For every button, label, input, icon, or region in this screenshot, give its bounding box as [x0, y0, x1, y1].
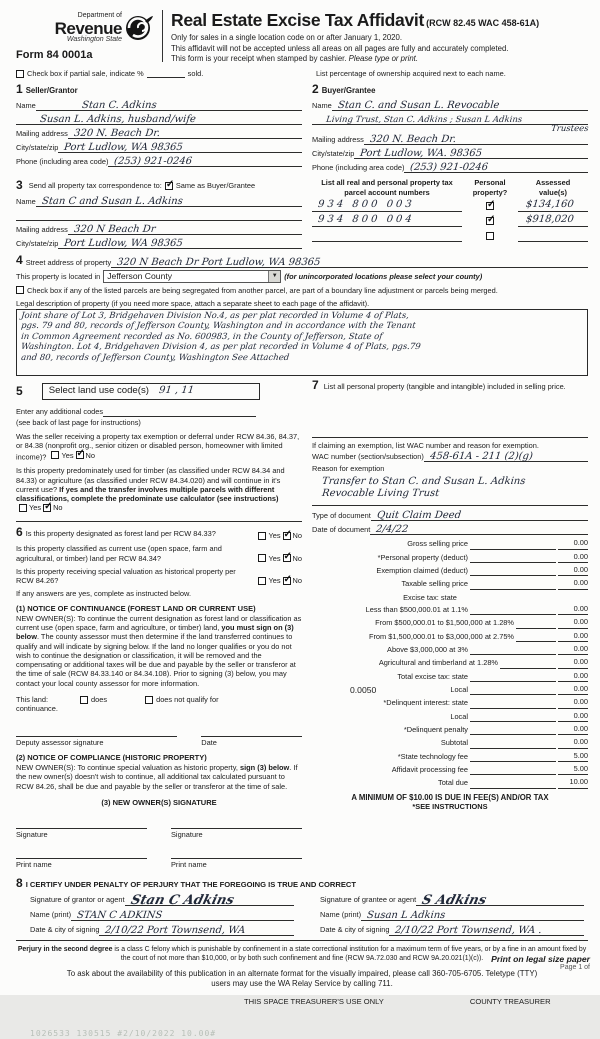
doc-type-value: Quit Claim Deed: [376, 510, 462, 522]
partial-sale-percent-field[interactable]: [147, 70, 185, 78]
header-divider: [162, 10, 163, 62]
notice-continuance-body: NEW OWNER(S): To continue the current designation as forest land or classification as current use (open space, farm and agriculture, or timber) land, you must sign on (3) below. The county assessor must then determine if the land transferred continues to qualify and will indicate by signing below. If the land no longer qualifies or you do not wish to continue the designation or classification, it will be removed and the compensating or additional taxes will be due and payable by the seller or transferor at the time of sale (RCW 84.33.140 or 84.34.108). Prior to signing (3) below, you may contact your local county assessor for more information.: [16, 613, 302, 688]
county-note: (for unincorporated locations please select your county): [284, 272, 483, 282]
forest-yes-checkbox[interactable]: [258, 532, 266, 540]
street-address-field[interactable]: [111, 257, 588, 268]
parcel-value-field[interactable]: $134,160: [518, 200, 588, 212]
partial-sale-sold-label: sold.: [187, 69, 204, 79]
grantor-date-field[interactable]: [99, 925, 294, 936]
tier2-value: 0.00: [558, 617, 588, 628]
total-due-label: Total due: [438, 778, 468, 788]
personal-deduct-value: 0.00: [558, 552, 588, 563]
designation-section: 6 Is this property designated as forest land per RCW 84.33? Yes ✓ No Is this property classified as current use (open space, farm and agricultural, or timber) land per RCW 84.34? Yes ✓ No Is this property receiving special valuation as historical property per RCW 84.26? Yes ✓ No If any answers are yes, complete as instructed below. (1) NOTICE OF CONTINUANCE (FOREST LAND OR CURRENT USE) NEW OWNER(S): To continue the current designation as forest land or classification as current use (open space, farm and agriculture, or timber) land, you must sign on (3) below. The county assessor must then determine if the land transferred continues to qualify and will indicate by signing below. If the land no longer qualifies or you do not wish to continue the designation or classification, it will be removed and the compensating or additional taxes will be due and payable by the seller or transferor at the time of sale (RCW 84.33.140 or 84.34.108). Prior to signing (3) below, you may contact your local county assessor for more information. This land: does does not qualify for continuance. Deputy assessor signature Date (2) NOTICE OF COMPLIANCE (HISTORIC PROPERTY) NEW OWNER(S): To continue special valuation as historic property, sign (3) below. If the new owner(s) doesn't wish to continue, all additional tax calculated pursuant to RCW 84.26, shall be due and payable by the seller or transferor at the time of sale. (3) NEW OWNER(S) SIGNATURE Signature Signature Print name Print name: [16, 521, 302, 869]
seller-phone-label: Phone (including area code): [16, 157, 109, 167]
doc-date-label: Date of document: [312, 525, 371, 535]
grantee-name-value: Susan L Adkins: [366, 909, 446, 921]
parcel-col-numbers: List all real and personal property tax parcel account numbers: [321, 178, 453, 197]
same-as-buyer-checkbox[interactable]: ✓: [165, 178, 175, 190]
perjury-notice: Perjury in the second degree is a class C felony which is punishable by confinement in a state correctional institution for a maximum term of five years, or by a fine in an amount fixed by the court of not more than $10,000, or by both such confinement and fine (RCW 9A.72.030 and RCW 9A.20.021(1)(c)).: [17, 945, 587, 962]
grantee-date-value: 2/10/22 Port Townsend, WA .: [394, 924, 543, 936]
grantor-name-field[interactable]: [71, 910, 294, 921]
agricultural-value: 0.00: [558, 657, 588, 668]
grantor-date-value: 2/10/22 Port Townsend, WA: [104, 924, 247, 936]
gross-price-value: 0.00: [558, 538, 588, 549]
owner-print-name-label-2: Print name: [171, 860, 207, 870]
land-use-select-label: Select land use code(s): [48, 385, 149, 397]
seller-name-field[interactable]: [36, 100, 302, 111]
forest-no-checkbox[interactable]: ✓: [283, 528, 292, 540]
deputy-date-label: Date: [201, 738, 217, 748]
parcel-row-1: [312, 200, 588, 212]
processing-fee-value: 5.00: [558, 764, 588, 775]
buyer-name2-value: Living Trust, Stan C. Adkins ; Susan L Adkins: [325, 115, 523, 126]
county-dropdown[interactable]: [103, 270, 281, 283]
total-excise-state-label: Total excise tax: state: [397, 671, 468, 681]
corr-city-field[interactable]: [58, 238, 302, 249]
parcel-row-3: [312, 230, 588, 242]
buyer-grantee-section: [302, 82, 588, 173]
parcel-number-field[interactable]: 934 800 003: [312, 200, 462, 212]
does-checkbox[interactable]: [80, 696, 88, 704]
seller-heading: Seller/Grantor: [25, 86, 78, 96]
owner-signature-label-2: Signature: [171, 830, 203, 840]
minimum-due-note: A MINIMUM OF $10.00 IS DUE IN FEE(S) AND/OR TAX: [351, 792, 549, 802]
gross-price-label: Gross selling price: [407, 539, 468, 549]
wac-number-field[interactable]: [424, 451, 588, 462]
dor-swirl-logo-icon: [124, 12, 154, 44]
segregated-checkbox[interactable]: [16, 286, 24, 294]
local2-label: Local: [450, 711, 468, 721]
alternate-format-notice: To ask about the availability of this publication in an alternate format for the visually impaired, please call 360-705-6705. Teletype (TTY) users may use the WA Relay Service by calling 711.: [66, 968, 538, 988]
parcel-col-personal: Personal property?: [472, 178, 508, 197]
tier3-label: From $1,500,000.01 to $3,000,000 at 2.75%: [368, 631, 514, 641]
grantor-date-label: Date & city of signing: [30, 925, 100, 935]
exemption-yes-checkbox[interactable]: [51, 451, 59, 459]
additional-codes-label: Enter any additional codes: [16, 406, 104, 416]
current-use-yes-checkbox[interactable]: [258, 554, 266, 562]
corr-mailing-value: 320 N Beach Dr: [73, 224, 156, 236]
corr-name-value: Stan C and Susan L. Adkins: [41, 196, 184, 208]
section-5-number: 5: [16, 383, 23, 398]
tier1-value: 0.00: [558, 604, 588, 615]
section-1-number: 1: [16, 82, 23, 97]
additional-codes-note: (see back of last page for instructions): [16, 417, 141, 427]
grantee-name-label: Name (print): [320, 910, 362, 920]
divider-line: [16, 940, 588, 941]
taxable-price-label: Taxable selling price: [401, 579, 468, 589]
street-address-value: 320 N Beach Dr Port Ludlow, WA 98365: [116, 257, 322, 269]
tier3-value: 0.00: [558, 631, 588, 642]
notice-compliance-title: (2) NOTICE OF COMPLIANCE (HISTORIC PROPERTY): [16, 752, 207, 762]
owner-signature-label-1: Signature: [16, 830, 48, 840]
legal-line-1: Joint share of Lot 3, Bridgehaven Division No.4, as per plat recorded in Volume 4 of Plats,: [20, 310, 410, 321]
divider-line: [312, 505, 588, 506]
seller-mailing-label: Mailing address: [16, 129, 68, 139]
exemption-deferral-question: Was the seller receiving a property tax exemption or deferral under RCW 84.36, 84.37, or 84.38 (nonprofit org., senior citizen or disabled person, homeowner with limited income)? Yes ✓ No: [16, 432, 300, 462]
doc-type-field[interactable]: [371, 510, 588, 521]
processing-fee-label: Affidavit processing fee: [391, 765, 468, 775]
buyer-phone-field[interactable]: [404, 162, 588, 173]
corr-city-value: Port Ludlow, WA 98365: [63, 238, 184, 250]
buyer-city-label: City/state/zip: [312, 149, 355, 159]
current-use-no-checkbox[interactable]: ✓: [283, 551, 292, 563]
section-3-number: 3: [16, 178, 23, 193]
form-title: Real Estate Excise Tax Affidavit: [171, 10, 425, 30]
exemption-note: If claiming an exemption, list WAC number and reason for exemption.: [312, 440, 539, 450]
grantee-signature: S Adkins: [420, 892, 488, 908]
buyer-phone-label: Phone (including area code): [312, 163, 405, 173]
seller-name2-field[interactable]: [16, 114, 302, 125]
form-header: [16, 8, 588, 64]
header-note-1: Only for sales in a single location code on or after January 1, 2020.: [171, 32, 403, 42]
deputy-assessor-signature-field[interactable]: [16, 725, 177, 737]
owner-print-name-field-1[interactable]: [16, 847, 147, 859]
doc-type-label: Type of document: [312, 511, 371, 521]
grantor-signature: Stan C Adkins: [128, 892, 236, 908]
grantee-date-field[interactable]: [389, 925, 584, 936]
county-treasurer-label: COUNTY TREASURER: [469, 997, 551, 1007]
section-8-number: 8: [16, 875, 23, 890]
seller-mailing-field[interactable]: [68, 128, 302, 139]
total-excise-state-value: 0.00: [558, 671, 588, 682]
corr-city-label: City/state/zip: [16, 239, 59, 249]
grantor-sig-label: Signature of grantor or agent: [30, 895, 125, 905]
buyer-heading: Buyer/Grantee: [321, 86, 376, 96]
seller-city-value: Port Ludlow, WA 98365: [63, 142, 184, 154]
deputy-date-field[interactable]: [201, 725, 302, 737]
seller-city-label: City/state/zip: [16, 143, 59, 153]
located-in-label: This property is located in: [16, 272, 101, 282]
header-note-2: This affidavit will not be accepted unless all areas on all pages are fully and accurately completed.: [171, 43, 509, 53]
legal-description-label: Legal description of property (if you need more space, attach a separate sheet to each page of the affidavit).: [16, 298, 370, 308]
dropdown-arrow-icon[interactable]: ▼: [268, 271, 280, 282]
ownership-percentage-note: List percentage of ownership acquired next to each name.: [316, 69, 506, 79]
seller-mailing-value: 320 N. Beach Dr.: [73, 128, 161, 140]
parcel-number-field[interactable]: 934 800 004: [312, 215, 462, 227]
parcel-table: [302, 174, 588, 249]
this-land-row: This land: does does not qualify for: [16, 694, 219, 704]
reason-for-exemption-label: Reason for exemption: [312, 464, 385, 474]
wac-number-label: WAC number (section/subsection): [312, 451, 424, 461]
legal-description-box[interactable]: [16, 309, 588, 376]
seller-phone-value: (253) 921-0246: [113, 156, 194, 168]
certify-statement: I CERTIFY UNDER PENALTY OF PERJURY THAT THE FOREGOING IS TRUE AND CORRECT: [25, 879, 357, 889]
street-address-label: Street address of property: [25, 258, 112, 268]
treasurer-space-label: THIS SPACE TREASURER'S USE ONLY: [244, 997, 384, 1007]
historical-yes-checkbox[interactable]: [258, 577, 266, 585]
buyer-mailing-label: Mailing address: [312, 135, 364, 145]
seller-name2-value: Susan L. Adkins, husband/wife: [39, 114, 197, 126]
seller-name-value: Stan C. Adkins: [81, 100, 157, 112]
parcel-value-field[interactable]: $918,020: [518, 215, 588, 227]
page-number: Page 1 of: [560, 964, 590, 972]
subtotal-label: Subtotal: [440, 738, 468, 748]
if-yes-note: If any answers are yes, complete as instructed below.: [16, 589, 191, 599]
see-instructions-note: *SEE INSTRUCTIONS: [412, 802, 488, 812]
current-use-question: Is this property classified as current use (open space, farm and agricultural, or timber) land per RCW 84.34?: [16, 544, 222, 563]
timber-agriculture-question: Is this property predominately used for timber (as classified under RCW 84.34 and 84.33) or agriculture (as classified under RCW 84.34.020) and will continue in it's current use? If yes and the transfer involves multiple parcels with different classifications, complete the predominate use calculator (see instructions) Yes ✓ No: [16, 466, 285, 513]
personal-property-heading: List all personal property (tangible and intangible) included in selling price.: [323, 381, 566, 391]
parcel-value-field[interactable]: [518, 230, 588, 242]
land-use-section: [16, 383, 302, 515]
doc-date-field[interactable]: [370, 524, 588, 535]
exemption-no-checkbox[interactable]: ✓: [76, 448, 85, 460]
timber-yes-checkbox[interactable]: [19, 504, 27, 512]
county-selected-value: Jefferson County: [107, 271, 173, 282]
tier1-label: Less than $500,000.01 at 1.1%: [365, 604, 468, 614]
section-6-number: 6: [16, 525, 23, 540]
partial-sale-row: [16, 69, 588, 78]
local1-label: Local: [450, 685, 468, 695]
washington-state-label: Washington State: [66, 35, 122, 43]
seller-phone-field[interactable]: [108, 156, 302, 167]
legal-line-3: in Common Agreement recorded as No. 600983, in the County of Jefferson, State of: [20, 331, 383, 342]
dept-of-label: Department of: [77, 12, 122, 19]
local2-value: 0.00: [558, 711, 588, 722]
tier2-label: From $500,000.01 to $1,500,000 at 1.28%: [375, 618, 514, 628]
notice-compliance-body: NEW OWNER(S): To continue special valuation as historic property, sign (3) below. If the new owner(s) doesn't wish to continue, all additional tax calculated pursuant to RCW 84.26, shall be due and payable by the seller or transferor at the time of sale.: [16, 763, 298, 791]
property-address-section: [16, 253, 588, 376]
historical-no-checkbox[interactable]: ✓: [283, 573, 292, 585]
grantee-sig-field[interactable]: [416, 892, 584, 908]
divider-line: [312, 437, 588, 438]
owner-print-name-field-2[interactable]: [171, 847, 302, 859]
buyer-mailing-value: 320 N. Beach Dr.: [369, 134, 457, 146]
buyer-mailing-field[interactable]: [364, 134, 588, 145]
buyer-city-field[interactable]: [354, 148, 588, 159]
header-note-3: This form is your receipt when stamped by cashier. Please type or print.: [171, 54, 419, 64]
parcel-personal-checkbox[interactable]: ✓: [487, 213, 496, 225]
certification-section: [16, 876, 588, 936]
forest-land-question: Is this property designated as forest land per RCW 84.33?: [25, 529, 216, 539]
buyer-name-label: Name: [312, 101, 332, 111]
tech-fee-value: 5.00: [558, 751, 588, 762]
historical-question: Is this property receiving special valuation as historical property per RCW 84.26?: [16, 566, 236, 586]
reason-line-2: Revocable Living Trust: [321, 488, 440, 500]
tech-fee-label: *State technology fee: [397, 751, 468, 761]
cashier-stamp: 1026533 130515 #2/10/2022 10.00#: [30, 1028, 217, 1038]
correspondence-heading: Send all property tax correspondence to:: [28, 181, 162, 191]
buyer-name-value: Stan C. and Susan L. Revocable: [337, 100, 500, 112]
total-due-value: 10.00: [558, 777, 588, 788]
personal-property-section: [312, 378, 588, 393]
land-use-code-select[interactable]: [42, 383, 260, 400]
buyer-phone-value: (253) 921-0246: [409, 162, 490, 174]
corr-name-field[interactable]: [36, 196, 302, 207]
delinquent-penalty-value: 0.00: [558, 724, 588, 735]
exemption-deduct-label: Exemption claimed (deduct): [376, 566, 468, 576]
land-use-code-value: 91 , 11: [158, 385, 195, 397]
tax-correspondence-section: [16, 178, 302, 249]
parcel-personal-checkbox[interactable]: ✓: [487, 198, 496, 210]
section-2-number: 2: [312, 82, 319, 97]
revenue-label: Revenue: [54, 18, 122, 38]
subtotal-value: 0.00: [558, 737, 588, 748]
seller-city-field[interactable]: [58, 142, 302, 153]
delinquent-penalty-label: *Delinquent penalty: [403, 725, 468, 735]
buyer-city-value: Port Ludlow, WA. 98365: [359, 148, 483, 160]
grantee-date-label: Date & city of signing: [320, 925, 390, 935]
personal-property-blank-area[interactable]: [312, 393, 588, 433]
grantor-name-label: Name (print): [30, 910, 72, 920]
parcel-number-field[interactable]: [312, 230, 462, 242]
section-4-number: 4: [16, 253, 23, 268]
deputy-assessor-label: Deputy assessor signature: [16, 738, 104, 748]
segregated-label: Check box if any of the listed parcels are being segregated from another parcel, are part of a boundary line adjustment or parcels being merged.: [27, 286, 498, 296]
owner-signature-field-1[interactable]: [16, 817, 147, 829]
this-land-label: This land:: [16, 694, 49, 704]
grantor-name-value: STAN C ADKINS: [76, 909, 163, 921]
wac-number-value: 458-61A - 211 (2)(g): [429, 451, 534, 463]
partial-sale-checkbox[interactable]: [16, 70, 24, 78]
tier4-value: 0.00: [558, 644, 588, 655]
continuance-label: continuance.: [16, 704, 58, 714]
dor-logo-block: [16, 8, 154, 62]
delinquent-interest-label: *Delinquent interest: state: [383, 698, 468, 708]
excise-tax-state-header: Excise tax: state: [403, 592, 457, 602]
seller-grantor-section: [16, 82, 302, 173]
form-number: Form 84 0001a: [16, 48, 93, 61]
exemption-deduct-value: 0.00: [558, 565, 588, 576]
new-owners-signature-title: (3) NEW OWNER(S) SIGNATURE: [101, 797, 217, 807]
section-7-number: 7: [312, 377, 319, 392]
notice-continuance-title: (1) NOTICE OF CONTINUANCE (FOREST LAND OR CURRENT USE): [16, 603, 256, 613]
additional-codes-field[interactable]: [103, 406, 256, 417]
owner-signature-field-2[interactable]: [171, 817, 302, 829]
corr-name2-field[interactable]: [16, 210, 302, 221]
corr-name-label: Name: [16, 197, 36, 207]
legal-line-4: Washington. Lot 4, Bridgehaven Division 4, as per plat recorded in Volume 4 of Plats, pgs.79: [20, 342, 422, 353]
partial-sale-label: Check box if partial sale, indicate %: [27, 69, 144, 79]
legal-line-2: pgs. 79 and 80, records of Jefferson County, Washington and in accordance with the Tenant: [20, 321, 417, 332]
buyer-name2-field[interactable]: [312, 114, 588, 125]
taxable-price-value: 0.00: [558, 578, 588, 589]
same-as-buyer-label: Same as Buyer/Grantee: [175, 181, 256, 191]
doc-date-value: 2/4/22: [375, 524, 410, 536]
grantee-name-field[interactable]: [361, 910, 584, 921]
form-title-rcw: (RCW 82.45 WAC 458-61A): [426, 18, 540, 28]
local-rate-value: 0.0050: [350, 684, 377, 695]
personal-deduct-label: *Personal property (deduct): [377, 552, 468, 562]
does-not-checkbox[interactable]: [145, 696, 153, 704]
parcel-personal-checkbox[interactable]: [486, 232, 494, 240]
grantor-sig-field[interactable]: [125, 892, 295, 908]
timber-no-checkbox[interactable]: ✓: [44, 501, 53, 513]
legal-line-5: and 80, records of Jefferson County, Washington See Attached: [20, 352, 290, 363]
buyer-name-field[interactable]: [332, 100, 588, 111]
parcel-row-2: [312, 215, 588, 227]
buyer-trustees-value: Trustees: [550, 124, 589, 135]
owner-print-name-label-1: Print name: [16, 860, 52, 870]
delinquent-interest-value: 0.00: [558, 697, 588, 708]
corr-mailing-label: Mailing address: [16, 225, 68, 235]
seller-name-label: Name: [16, 101, 36, 111]
reason-line-1: Transfer to Stan C. and Susan L. Adkins: [321, 476, 526, 488]
parcel-col-assessed: Assessed value(s): [535, 178, 571, 197]
grantee-sig-label: Signature of grantee or agent: [320, 895, 417, 905]
agricultural-label: Agricultural and timberland at 1.28%: [378, 658, 498, 668]
legal-size-note: Print on legal size paper: [491, 953, 590, 964]
corr-mailing-field[interactable]: [68, 224, 302, 235]
treasurer-row: [16, 997, 588, 1006]
print-note: [491, 954, 590, 973]
tier4-label: Above $3,000,000 at 3%: [387, 644, 468, 654]
local1-value: 0.00: [558, 684, 588, 695]
fee-table: [312, 538, 588, 811]
